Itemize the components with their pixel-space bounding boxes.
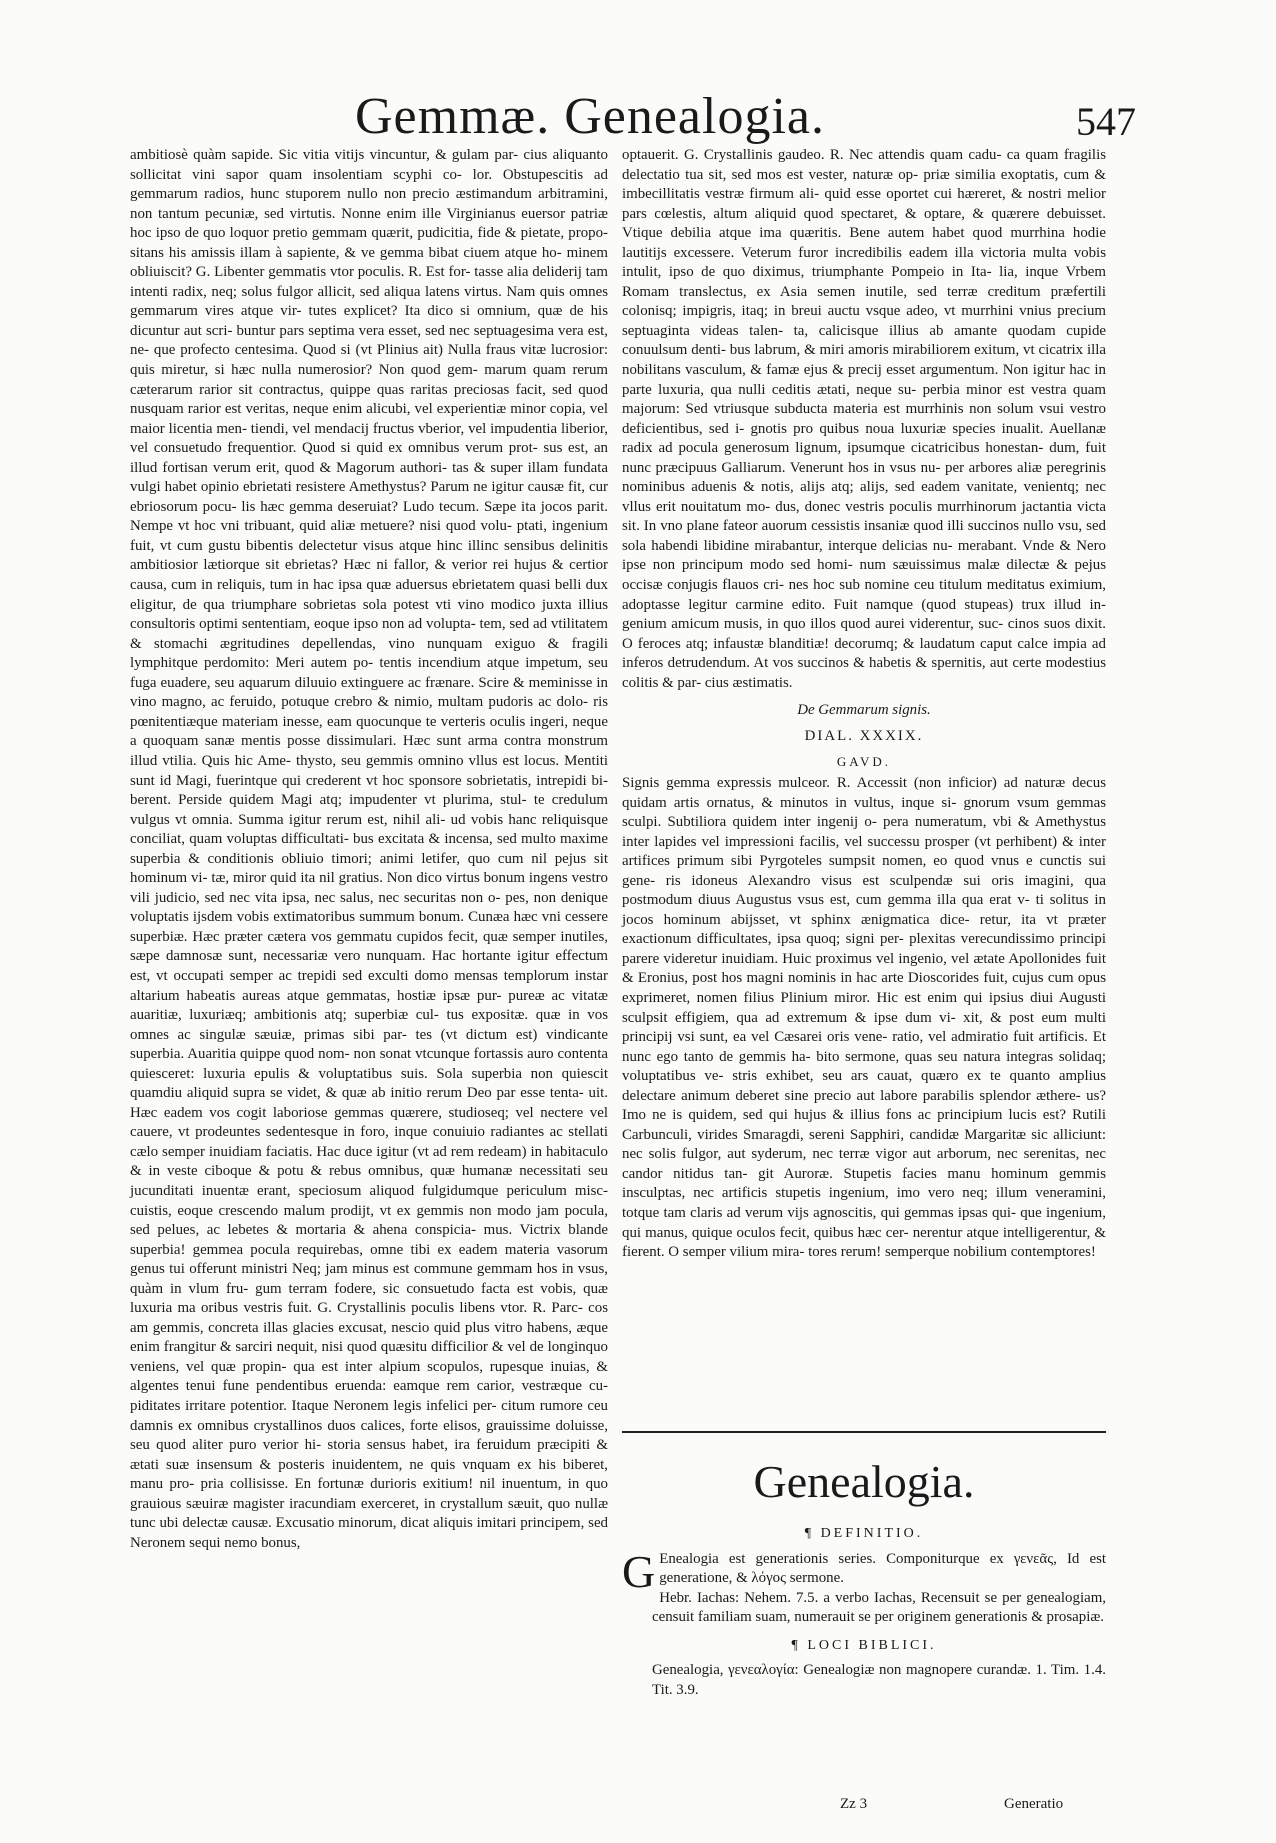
right-column — [622, 146, 1106, 1263]
running-title: Gemmæ. Genealogia. — [355, 88, 825, 145]
signature-mark: Zz 3 — [840, 1796, 868, 1812]
definitio-text: Enealogia est generationis series. Componiturque ex γενεᾶς, Id est generatione, & λόγος sermone. — [659, 1550, 1106, 1586]
loci-text: Genealogia, γενεαλογία: Genealogiæ non magnopere curandæ. 1. Tim. 1.4. Tit. 3.9. — [652, 1662, 1106, 1698]
catchword: Generatio — [1004, 1796, 1064, 1812]
section-title: Genealogia. — [753, 1456, 975, 1507]
definitio-heading: ¶ DEFINITIO. — [804, 1526, 924, 1541]
section-divider — [622, 1431, 1106, 1433]
page-number: 547 — [1076, 99, 1136, 144]
definitio-paragraph — [622, 1545, 1106, 1597]
dialogue-number: DIAL. XXXIX. — [804, 727, 924, 744]
speaker-label: GAVD. — [836, 754, 892, 770]
right-column-text: optauerit. G. Crystallinis gaudeo. R. Nec attendis quam cadu- ca quam fragilis delectatio tua sit, sed mos est vester, naturæ op- priæ similia exoptatis, cum & imbecillitatis vestræ firmum ali- quid esse oportet cui hæreret, & nostri melior pars cœlestis, altum aliquid quod spectaret, & optare, & quærere debuisset. Vtique debilia atque ima quæritis. Bene autem habet quod murrhina hodie lautitijs excessere. Veterum furor incredibilis eadem illa victoria multa vobis intulit, ipso de quo diximus, triumphante Pompeio in Ita- lia, inque Vrbem Romam translectus, ex Asia semen inutile, sed terræ creditum præfertili colonisq; impigris, itaq; in breui auctu vsque adeo, vt murrhini vnius precium septuaginta videas talen- ta, calicisque illius ab amante quodam cupide conuulsum denti- bus labrum, & miri amoris mirabiliorem exitum, vt cicatrix illa nobilitans vasculum, & famæ ejus & precij esset argumentum. Non igitur hac in parte luxuria, qua nulli ceditis ætati, neque su- perbia minor est vestra quam majorum: Sed vtriusque subducta materia est murrhinis non solum vsui vestro deficientibus, sed i- gnotis pro quibus noua luxuriæ species inualit. Auellanæ radix ad pocula generosum lignum, ipsumque cicatricibus honestan- dum, fuit nunc præcipuus Galliarum. Venerunt hos in vsus nu- per arbores aliæ peregrinis nominibus aduenis & notis, alijs atq; alijs, sed eadem vanitate, venientq; nec vllus erit nouitatum mo- dus, donec vestris poculis murrhinorum jactantia victa sit. In vno plane fateor auorum cessistis insaniæ quod illi succinos nullo vsu, sed sola habendi libidine mirabantur, interque delicias nu- merabant. Vnde & Nero ipse non principum modo sed homi- num sæuissimus malæ dilectæ & pejus occisæ conjugis flauos cri- nes hoc sub nomine ceu titulum meditatus eximium, adoptasse legitur carmine edito. Fuit namque (quod stupeas) trux illud in- genium amicum musis, in quo illos quod aurei viderentur, suc- cinos suos dixit. O feroces atq; infaustæ blanditiæ! decorumq; & laudatum caput calce impia ad inferos detrudendum. At vos succinos & habetis & spernitis, aut certe modestius colitis & par- cius æstimatis. — [622, 147, 1106, 691]
loci-heading: ¶ LOCI BIBLICI. — [791, 1637, 937, 1653]
genealogia-entry — [622, 1522, 1106, 1700]
drop-cap: G — [622, 1545, 656, 1597]
hebrew-note: Hebr. Iachas: Nehem. 7.5. a verbo Iachas, Recensuit se per genealogiam, censuit familiam suam, numerauit se per originem generationis & prosapiæ. — [652, 1589, 1106, 1625]
chapter-title: De Gemmarum signis. — [797, 702, 931, 719]
left-column-text: ambitiosè quàm sapide. Sic vitia vitijs vincuntur, & gulam par- cius aliquanto sollicitat vini sapor quam insolentiam scyphi co- lor. Obstupescitis ad gemmarum radios, hunc stuporem nullo non precio æstimandum arbitramini, non tantum pecuniæ, sed virtutis. Nonne enim ille Virginianus euersor patriæ hoc ipso de quo loquor pretio gemmam quærit, pudicitia, fide & pietate, propo- sitans his amissis illam à sapiente, & ve gemma bibat ciuem atque ho- minem obliuiscit? G. Libenter gemmatis vtor poculis. R. Est for- tasse alia deliderij tam intenti radix, neq; solus fulgor allicit, sed aliqua latens virtus. Nam quis omnes gemmarum vires atque vir- tutes explicet? Ita dico si omnium, quæ de his dicuntur aut scri- buntur pars septima vera esset, sed nec septuagesima vera est, ne- que profecto centesima. Quod si (vt Plinius ait) Nulla fraus vitæ lucrosior: quis miretur, si hæc nulla numerosior? Non quod gem- marum quam rerum cæterarum rarior sit contractus, quippe quas raritas preciosas facit, sed quod nusquam rarior est veritas, neque enim alicubi, vel experientiæ minor copia, vel maior licentia men- tiendi, vel mendacij fructus vberior, vel impudentia liberior, vel consuetudo frequentior. Quod si quid ex omnibus verum prot- sus est, an illud fortisan verum erit, quod & Magorum authori- tas & super illam fundata vulgi habet opinio ebrietati resistere Amethystus? Parum ne igitur causæ fit, cur ebriosorum pocu- lis hæc gemma deseruiat? Ludo tecum. Sæpe ita jocos parit. Nempe vt hoc vni tribuant, quid aliæ metuere? nisi quod volu- ptati, ingenium fuit, vt cum gustu bibentis delectetur visus atque hinc illinc sensibus delinitis ambitiosior lætiorque sit ebrietas? Hæc ni fallor, & verior rei hujus & certior causa, cum in reliquis, tum in hac ipsa quæ aduersus ebrietatem quasi belli dux eligitur, de qua triumphare sobrietas sola potest vti vino modico juxta illius consultoris optimi sententiam, eoque ipso non ad volupta- tem, sed ad vtilitatem & stomachi ægritudines depellendas, vino nunquam exiguo & fragili lymphitque perdomito: Meri autem po- tentis incendium atque impetum, seu fuga euadere, seu aquarum diluuio extinguere ac frænare. Scire & meminisse in vino magno, ac feruido, potuque crebro & nimio, multam pudoris ac dolo- ris pœnitentiæque materiam inesse, eam quocunque te verteris oculis ingeri, neque a quoquam sanæ mentis posse dissimulari. Hæc sunt arma contra monstrum illud vtilia. Quis hic Ame- thysto, seu gemmis omnino vllus est locus. Mentiti sunt id Magi, fuerintque qui crederent vt hoc sponsore sobrietatis, intrepidi bi- berent. Perside quidem Magi atq; impudenter vt plurima, stul- te credulum vulgus vt omnia. Summa igitur rerum est, nihil ali- ud vobis hanc reliquisque conciliat, quam voluptas difficultati- bus excitata & incensa, sed multo maxime superbia & conditionis obliuio timori; animi letifer, quo cum nil pejus sit hominum vi- tæ, miror quid ita nil gratius. Non dico virtus bonum ingens vestro vili judicio, sed nec vita ipsa, nec salus, nec securitas non o- pes, non denique voluptatis ijsdem vobis extimatoribus summum bonum. Cunæa hæc vni cessere superbiæ. Hæc præter cætera vos gemmatu cupidos fecit, quæ semper inutiles, sæpe damnosæ sunt, necessariæ vero nunquam. Hac hortante igitur effectum est, vt occupati semper ac trepidi sed exculti domo mensas templorum instar altarium habeatis aureas atque gemmatas, hostiæ ipsæ pur- pureæ ac vitatæ auaritiæ, luxuriæq; ambitionis atq; superbiæ cul- tus expositæ. quæ in vos omnes ac singulæ sæuiæ, primas sibi par- tes (vt dictum est) vindicante superbia. Auaritia quippe quod nom- non sonat vtcunque fortassis auro contenta quiesceret: luxuria epulis & voluptatibus suis. Sola superbia non quiescit quamdiu aliquid supra se videt, & quæ ab initio rerum Deo par esse tenta- uit. Hæc eadem vos cogit laboriose gemmas quærere, studioseq; vel nectere vel cauere, vt prodeuntes sedentesque in foro, inque conuiuio radiantes ac stellati cælo semper inuidiam faciatis. Hac duce igitur (vt ad rem redeam) in habitaculo & in veste ciboque & potu & rebus omnibus, quæ humanæ necessitati seu jucunditati inuentæ erant, speciosum aliquod fulgidumque periculum misc- cuistis, eoque crescendo malum prodijt, vt ex gemmis non modo jam pocula, sed pelues, ac lebetes & mortaria & ahena conspicia- mus. Victrix blande superbia! gemmea pocula requirebas, omne tibi ex eadem materia vasorum genus tui offerunt ministri Neq; jam minus est commune gemmam hos in vsus, quàm in vlum fru- gum terram fodere, sic consuetudo facta est vobis, quæ luxuria ma oribus vestris fuit. G. Crystallinis poculis libens vtor. R. Parc- cos am gemmis, concreta illas glacies excusat, nescio quid plus vitro habens, æque enim frangitur & sarciri nequit, nisi quod quæsitu difficilior & vel de longinquo veniens, vel quæ propin- qua est inter alpium scopulos, rupesque inuias, & algentes tenui fune pendentibus eruenda: eamque rem carior, vestræque cu- piditates irritare potentior. Itaque Neronem legis infelici per- citum rumore ceu damnis ex omnibus crystallinos duos calices, forte elisos, grauissime doluisse, seu quod aliter puro verior hi- storia sensus habet, ira feruidum præcipiti & ætati suæ insensum & posteris inuidentem, ne quis vnquam ex his biberet, manu pro- pria collisisse. En fortunæ durioris exitium! nil inuentum, in quo grauious sæuiræ magister iracundiam exerceret, in crystallum sæuit, quo nullæ tunc ubi delectæ causæ. Excusatio minorum, dicat aliquis imitari principem, sed Neronem sequi nemo bonus, — [130, 147, 608, 1551]
running-head — [0, 82, 1276, 152]
left-column — [130, 146, 608, 1553]
chapter-text: Signis gemma expressis mulceor. R. Accessit (non inficior) ad naturæ decus quidam artis ornatus, & minutos in vultus, inque si- gnorum vsum gemmas sculpi. Subtiliora quidem inter ingenij o- pera numeratum, vbi & Amethystus inter lapides vel impressioni facilis, vel successu prosper (vt perhibent) & inter artifices primum sibi Pyrgoteles sumpsit nomen, eo quod vnus e cunctis sui gene- ris idoneus Alexandro visus est sculpendæ sui oris imagini, qua postmodum diuus Augustus vsus est, cum gemma illa qua erat v- ti solitus in jocos hominum abijsset, vt sphinx ænigmatica dice- retur, ita vt præter exactionum difficultates, ipsa quoq; signi per- plexitas verecundissimo principi parere videretur inuidiam. Huic proximus vel ingenio, vel ætate Apollonides fuit & Eronius, post hos magni nominis in hac arte Dioscorides fuit, cujus cum opus exprimeret, nomen filius Plinium miror. Hic est enim qui ipsius diui Augusti sculpsit effigiem, qua ad extremum & ipse dum vi- xit, & post eum multi principij vsi sunt, ea vel Cæsarei oris vene- ratio, vel admiratio fuit artificis. Et nunc ego tanto de gemmis ha- bito sermone, quas seu natura integras solidaq; voluptatibus ve- stris exhibet, seu ars cauat, quæro ex te quanto amplius delectare animum deberet sine precio aut labore parabilis splendor æthere- us? Imo ne is quidem, sed qui hujus & illius fons ac principium lucis est? Rutili Carbunculi, virides Smaragdi, sereni Sapphiri, candidæ Margaritæ sic alliciunt: nec solis fulgor, aut syderum, nec terræ vigor aut arborum, nec serenitas, nec candor nitidus tan- git Auroræ. Stupetis facies manu hominum gemmis insculptas, nec artificis stupetis ingenium, imo vero neq; illum veneramini, totque tam claris ad verum vijs agnoscitis, qui gemmas ipsas qui- que ingenium, qui manus, quique oculos fecit, quibus hæc cer- nerentur atque intelligerentur, & fierent. O semper vilium mira- tores rerum! semperque nobilium contemptores! — [622, 774, 1106, 1261]
